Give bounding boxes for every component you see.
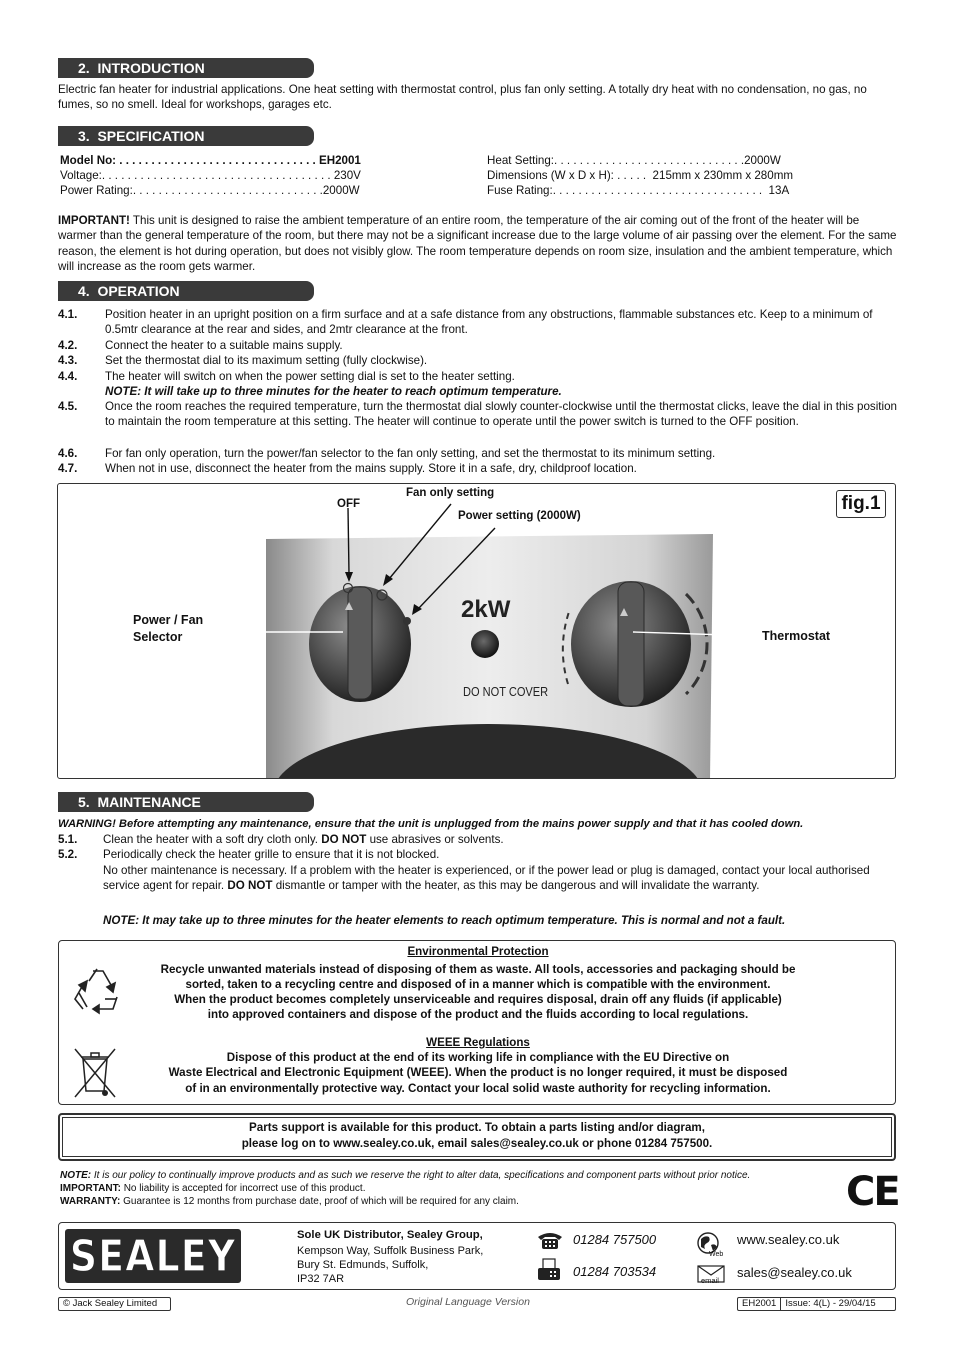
weee-regulations-title: WEEE Regulations — [426, 1036, 530, 1049]
parts-support-line: Parts support is available for this product. To obtain a parts listing and/or diagram, — [249, 1121, 705, 1134]
parts-support-line: please log on to www.sealey.co.uk, email sales@sealey.co.uk or phone 01284 757500. — [241, 1137, 713, 1150]
weee-text-line: Dispose of this product at the end of its working life in compliance with the EU Directive on — [226, 1051, 730, 1064]
spec-voltage: Voltage:. . . . . . . . . . . . . . . . . . . . . . . . . . . . . . . . . . . . 230V — [60, 169, 361, 182]
off-leader-line — [348, 508, 349, 574]
neon-lamp — [471, 630, 499, 658]
section-heading-introduction: 2. INTRODUCTION — [58, 58, 314, 78]
policy-note: NOTE: It is our policy to continually improve products and as such we reserve the right to alter data, specifications and component parts without prior notice. — [60, 1170, 751, 1181]
spec-fuse-rating: Fuse Rating:. . . . . . . . . . . . . . . . . . . . . . . . . . . . . . . . . 13A — [487, 184, 790, 197]
heat-indicator-icon — [403, 617, 411, 625]
distributor-address-line: Kempson Way, Suffolk Business Park, — [297, 1245, 484, 1257]
telephone-icon — [535, 1229, 565, 1251]
power-fan-knob — [309, 586, 411, 702]
phone-number: 01284 757500 — [573, 1232, 657, 1247]
web-icon-label: Web — [709, 1251, 724, 1258]
introduction-text: Electric fan heater for industrial applications. One heat setting with thermostat control, plus fan only setting. A totally dry heat with no condensation, no gas, no fumes, so no smell. Ideal for workshops, garages etc. — [58, 83, 867, 112]
model-number: EH2001 — [738, 1298, 781, 1310]
section-heading-operation: 4. OPERATION — [58, 281, 314, 301]
environmental-text-line: into approved containers and dispose of the product and the fluids according to local regulations. — [207, 1008, 749, 1021]
spec-dimensions: Dimensions (W x D x H): . . . . . 215mm x 230mm x 280mm — [487, 169, 794, 182]
parts-support-box — [58, 1113, 896, 1161]
email-icon-label: email — [701, 1276, 719, 1285]
distributor-address-line: Bury St. Edmunds, Suffolk, — [297, 1259, 429, 1271]
environmental-protection-box — [58, 940, 896, 1105]
email-link[interactable]: sales@sealey.co.uk — [737, 1265, 852, 1280]
environmental-text-line: Recycle unwanted materials instead of disposing of them as waste. All tools, accessories and packaging should be — [160, 963, 796, 976]
fax-number: 01284 703534 — [573, 1264, 657, 1279]
off-label: OFF — [337, 498, 360, 510]
environmental-protection-title: Environmental Protection — [407, 945, 549, 958]
thermostat-label: Thermostat — [762, 629, 831, 643]
panel-2kw-label: 2kW — [461, 596, 511, 623]
section-heading-specification: 3. SPECIFICATION — [58, 126, 314, 146]
spec-model-no: Model No: . . . . . . . . . . . . . . . . . . . . . . . . . . . . . . . EH2001 — [60, 154, 361, 167]
power-setting-label: Power setting (2000W) — [458, 510, 581, 522]
distributor-address-line: IP32 7AR — [297, 1273, 345, 1285]
maintenance-warning: WARNING! Before attempting any maintenance, ensure that the unit is unplugged from the mains power supply and that it has cooled down. — [58, 818, 804, 830]
spec-power-rating: Power Rating:. . . . . . . . . . . . . . . . . . . . . . . . . . . . . .2000W — [60, 184, 360, 197]
warranty-note: WARRANTY: Guarantee is 12 months from purchase date, proof of which will be required for any claim. — [60, 1196, 519, 1207]
environmental-text-line: When the product becomes completely unserviceable and requires disposal, drain off any fluids (if applicable) — [174, 993, 782, 1006]
distributor-name: Sole UK Distributor, Sealey Group, — [297, 1229, 483, 1241]
figure-heater-controls — [57, 483, 896, 779]
website-link[interactable]: www.sealey.co.uk — [737, 1232, 840, 1247]
spec-heat-setting: Heat Setting:. . . . . . . . . . . . . . . . . . . . . . . . . . . . . .2000W — [487, 154, 781, 167]
issue-number: Issue: 4(L) - 29/04/15 — [785, 1298, 876, 1309]
copyright-tag: © Jack Sealey Limited — [58, 1297, 171, 1311]
figure-number-label: fig.1 — [836, 490, 886, 518]
liability-note: IMPORTANT: No liability is accepted for incorrect use of this product. — [60, 1183, 366, 1194]
language-version: Original Language Version — [406, 1296, 530, 1308]
issue-tag — [737, 1297, 896, 1311]
weee-text-line: Waste Electrical and Electronic Equipment (WEEE). When the product is no longer required, it must be disposed — [168, 1066, 788, 1079]
section-heading-maintenance: 5. MAINTENANCE — [58, 792, 314, 812]
important-notice: IMPORTANT! This unit is designed to raise the ambient temperature of an entire room, the temperature of the air coming out of the front of the heater will be warmer than the general temperature of the room, but there may not be a significant increase due to the large volume of air passing over the element. For the same reason, the element is hot during operation, but does not visibly glow. The room temperature depends on room size, insulation and the ambient temperature, which will increase as the room gets warmer. — [58, 214, 897, 273]
panel-do-not-cover-label: DO NOT COVER — [463, 684, 549, 699]
fax-icon — [535, 1257, 565, 1283]
environmental-text-line: sorted, taken to a recycling centre and disposed of in a manner which is compatible with the environment. — [185, 978, 771, 991]
power-fan-selector-label: Power / Fan Selector — [133, 613, 204, 645]
sealey-logo — [65, 1229, 241, 1283]
ce-mark-logo: CE — [846, 1169, 899, 1215]
fan-only-setting-label: Fan only setting — [406, 487, 495, 499]
sealey-logo-text: SEALEY — [69, 1230, 237, 1282]
weee-text-line: of in an environmentally protective way. Contact your local solid waste authority for recycling information. — [185, 1082, 771, 1095]
distributor-box — [58, 1222, 896, 1290]
